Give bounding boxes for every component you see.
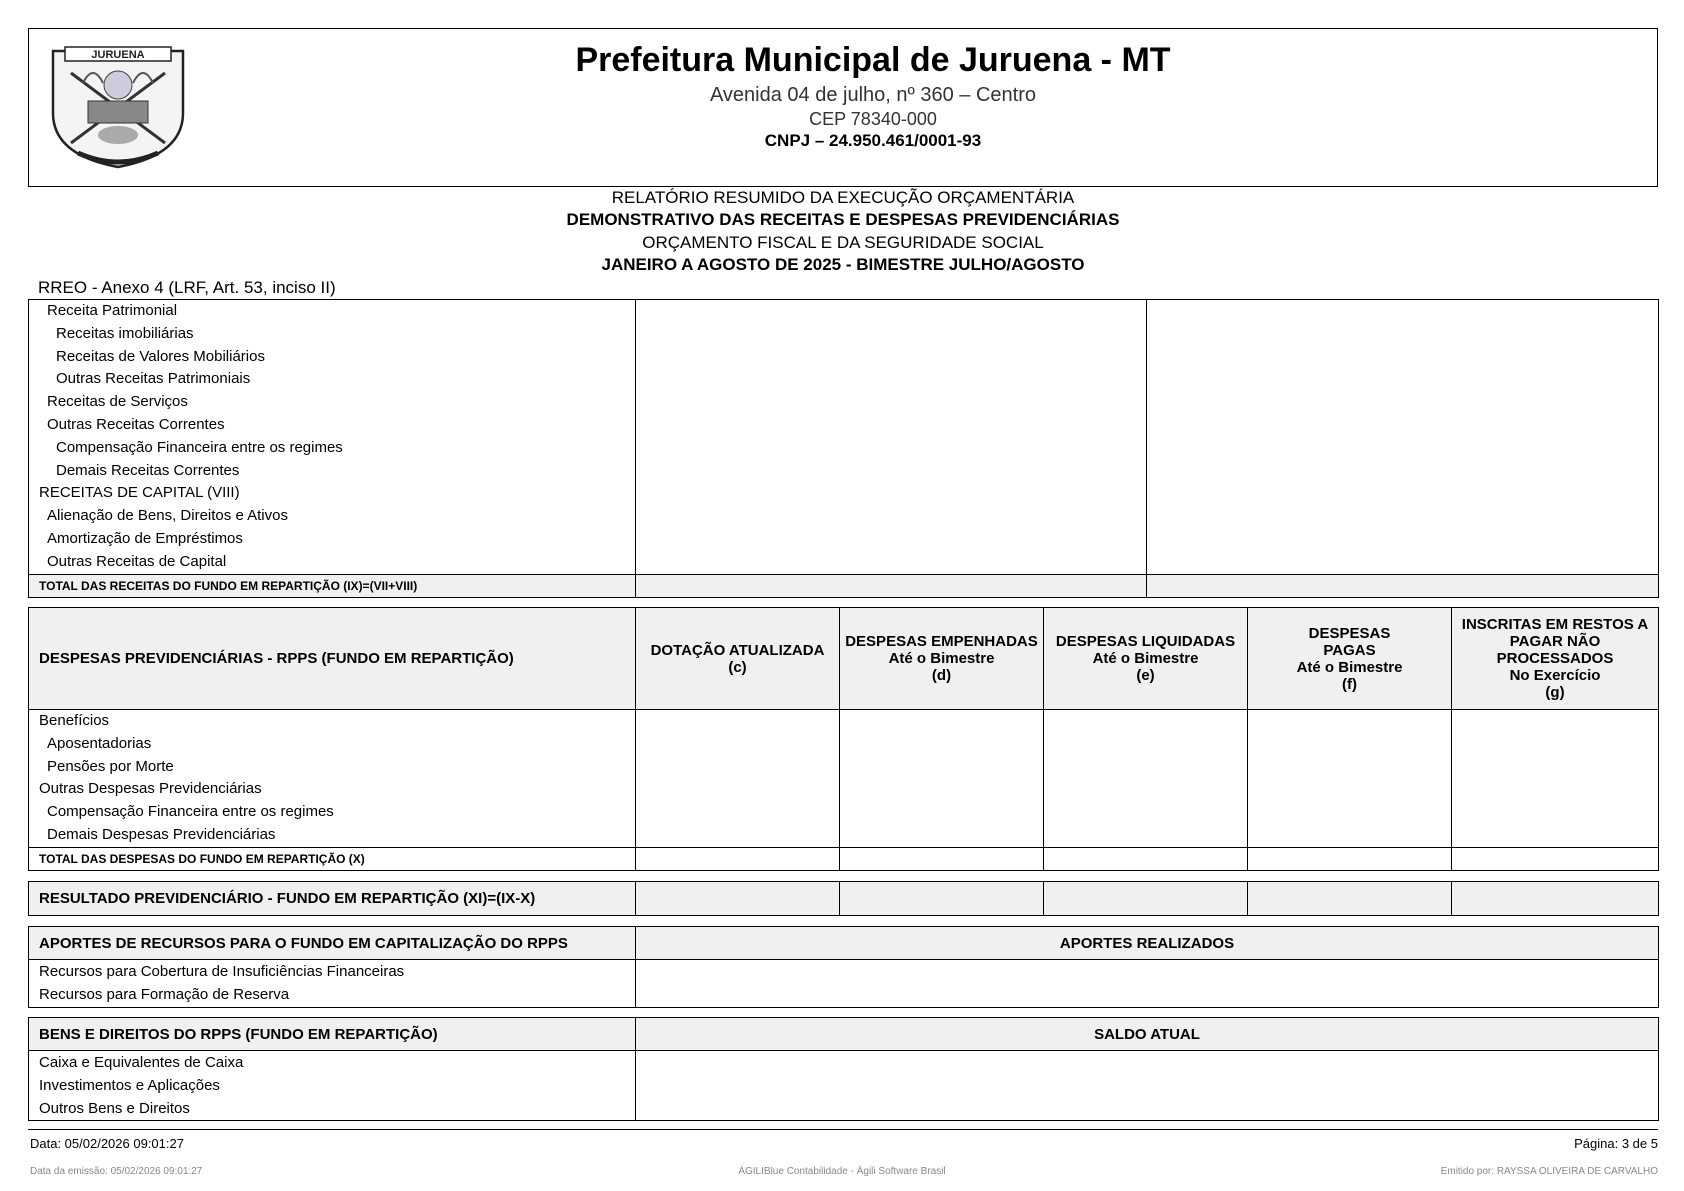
column-header-line: DESPESAS LIQUIDADAS (1055, 633, 1236, 650)
municipality-title: Prefeitura Municipal de Juruena - MT (575, 41, 1171, 79)
list-item: Outras Despesas Previdenciárias (39, 780, 262, 798)
column-header-line: Até o Bimestre (1092, 650, 1199, 667)
list-item: Outras Receitas Patrimoniais (56, 370, 251, 388)
receitas-row-labels (29, 300, 636, 575)
footer-page-number: Página: 3 de 5 (1574, 1136, 1658, 1151)
list-item: Outras Receitas de Capital (47, 552, 227, 570)
list-item: Amortização de Empréstimos (47, 529, 243, 547)
column-header-line: No Exercício (1509, 667, 1601, 684)
table-cell (1147, 574, 1659, 597)
cep-line: CEP 78340-000 (809, 109, 937, 129)
table-cell (636, 960, 1659, 1008)
column-header-line: (e) (1136, 667, 1155, 684)
report-title-3: ORÇAMENTO FISCAL E DA SEGURIDADE SOCIAL (642, 233, 1044, 252)
footer-issued-by: Emitido por: RAYSSA OLIVEIRA DE CARVALHO (1440, 1166, 1658, 1177)
table-cell (1044, 847, 1248, 870)
list-item: Recursos para Cobertura de Insuficiências Financeiras (39, 963, 405, 980)
table-cell (636, 847, 840, 870)
col-saldo-atual: SALDO ATUAL (636, 1018, 1659, 1051)
list-item: Investimentos e Aplicações (39, 1076, 220, 1094)
list-item: Aposentadorias (47, 734, 152, 752)
list-item: Outros Bens e Direitos (39, 1099, 190, 1117)
report-title-1: RELATÓRIO RESUMIDO DA EXECUÇÃO ORÇAMENTÁRIA (611, 188, 1075, 207)
col-despesas-pagas (1248, 608, 1452, 710)
list-item: Demais Despesas Previdenciárias (47, 825, 276, 843)
receitas-total-label: TOTAL DAS RECEITAS DO FUNDO EM REPARTIÇÃO (IX)=(VII+VIII) (29, 574, 636, 597)
resultado-table (28, 881, 1659, 916)
column-header-line: DESPESAS EMPENHADAS (845, 633, 1038, 650)
receitas-table (28, 299, 1659, 598)
despesas-total-label: TOTAL DAS DESPESAS DO FUNDO EM REPARTIÇÃO (X) (29, 847, 636, 870)
list-item: Pensões por Morte (47, 757, 174, 775)
despesas-row-labels (29, 710, 636, 848)
column-header-line: DESPESAS (1308, 624, 1391, 642)
footer-software: ÁGILIBlue Contabilidade - Ágili Software Brasil (738, 1166, 946, 1177)
column-header-line: PROCESSADOS (1496, 650, 1614, 667)
list-item: Alienação de Bens, Direitos e Ativos (47, 507, 288, 525)
table-cell (1452, 710, 1659, 848)
table-cell (840, 710, 1044, 848)
list-item: Caixa e Equivalentes de Caixa (39, 1054, 244, 1071)
list-item: RECEITAS DE CAPITAL (VIII) (39, 484, 240, 502)
column-header-line: PAGAR NÃO (1509, 633, 1601, 650)
footer-date: Data: 05/02/2026 09:01:27 (30, 1136, 184, 1151)
column-header-line: (f) (1342, 675, 1357, 693)
list-item: Benefícios (39, 712, 110, 729)
list-item: Recursos para Formação de Reserva (39, 985, 290, 1003)
column-header-line: (g) (1545, 684, 1565, 701)
column-header-line: DOTAÇÃO ATUALIZADA (650, 641, 825, 659)
bens-row-labels (29, 1051, 636, 1121)
table-cell (840, 847, 1044, 870)
table-cell (1044, 882, 1248, 916)
table-cell (1248, 710, 1452, 848)
table-cell (1452, 847, 1659, 870)
despesas-table (28, 607, 1659, 871)
address-line: Avenida 04 de julho, nº 360 – Centro (709, 84, 1037, 106)
resultado-label: RESULTADO PREVIDENCIÁRIO - FUNDO EM REPARTIÇÃO (XI)=(IX-X) (29, 882, 636, 916)
table-cell (636, 300, 1147, 575)
despesas-header: DESPESAS PREVIDENCIÁRIAS - RPPS (FUNDO EM REPARTIÇÃO) (29, 608, 636, 710)
svg-text:JURUENA: JURUENA (91, 49, 145, 61)
column-header-line: PAGAS (1323, 641, 1376, 659)
bens-table (28, 1017, 1659, 1121)
table-cell (840, 882, 1044, 916)
bens-header: BENS E DIREITOS DO RPPS (FUNDO EM REPARTIÇÃO) (29, 1018, 636, 1051)
page-header (28, 28, 1658, 187)
column-header-line: INSCRITAS EM RESTOS A (1461, 616, 1649, 633)
footer-divider (28, 1129, 1658, 1130)
column-header-line: Até o Bimestre (1296, 658, 1403, 676)
table-cell (1248, 882, 1452, 916)
column-header-line: (d) (931, 667, 952, 684)
table-cell (1452, 882, 1659, 916)
list-item: Receita Patrimonial (47, 302, 178, 319)
column-header-line: (c) (728, 658, 747, 676)
col-dotacao-atualizada (636, 608, 840, 710)
list-item: Receitas imobiliárias (56, 324, 194, 342)
cnpj-line: CNPJ – 24.950.461/0001-93 (764, 131, 982, 150)
annex-label: RREO - Anexo 4 (LRF, Art. 53, inciso II) (38, 278, 336, 297)
list-item: Demais Receitas Correntes (56, 461, 240, 479)
col-aportes-realizados: APORTES REALIZADOS (636, 927, 1659, 960)
footer-emission-date: Data da emissão: 05/02/2026 09:01:27 (30, 1166, 203, 1177)
report-title-2: DEMONSTRATIVO DAS RECEITAS E DESPESAS PREVIDENCIÁRIAS (566, 210, 1120, 229)
table-cell (636, 882, 840, 916)
col-despesas-empenhadas (840, 608, 1044, 710)
aportes-table (28, 926, 1659, 1008)
table-cell (636, 710, 840, 848)
list-item: Receitas de Valores Mobiliários (56, 347, 265, 365)
col-inscritas-restos-a-pagar (1452, 608, 1659, 710)
list-item: Outras Receitas Correntes (47, 415, 225, 433)
list-item: Compensação Financeira entre os regimes (47, 803, 334, 821)
table-cell (636, 1051, 1659, 1121)
aportes-header: APORTES DE RECURSOS PARA O FUNDO EM CAPITALIZAÇÃO DO RPPS (29, 927, 636, 960)
list-item: Receitas de Serviços (47, 393, 188, 411)
col-despesas-liquidadas (1044, 608, 1248, 710)
table-cell (1044, 710, 1248, 848)
aportes-row-labels (29, 960, 636, 1008)
list-item: Compensação Financeira entre os regimes (56, 438, 343, 456)
table-cell (1248, 847, 1452, 870)
column-header-line: Até o Bimestre (888, 650, 995, 667)
report-title-4: JANEIRO A AGOSTO DE 2025 - BIMESTRE JULHO/AGOSTO (601, 255, 1085, 274)
table-cell (1147, 300, 1659, 575)
table-cell (636, 574, 1147, 597)
